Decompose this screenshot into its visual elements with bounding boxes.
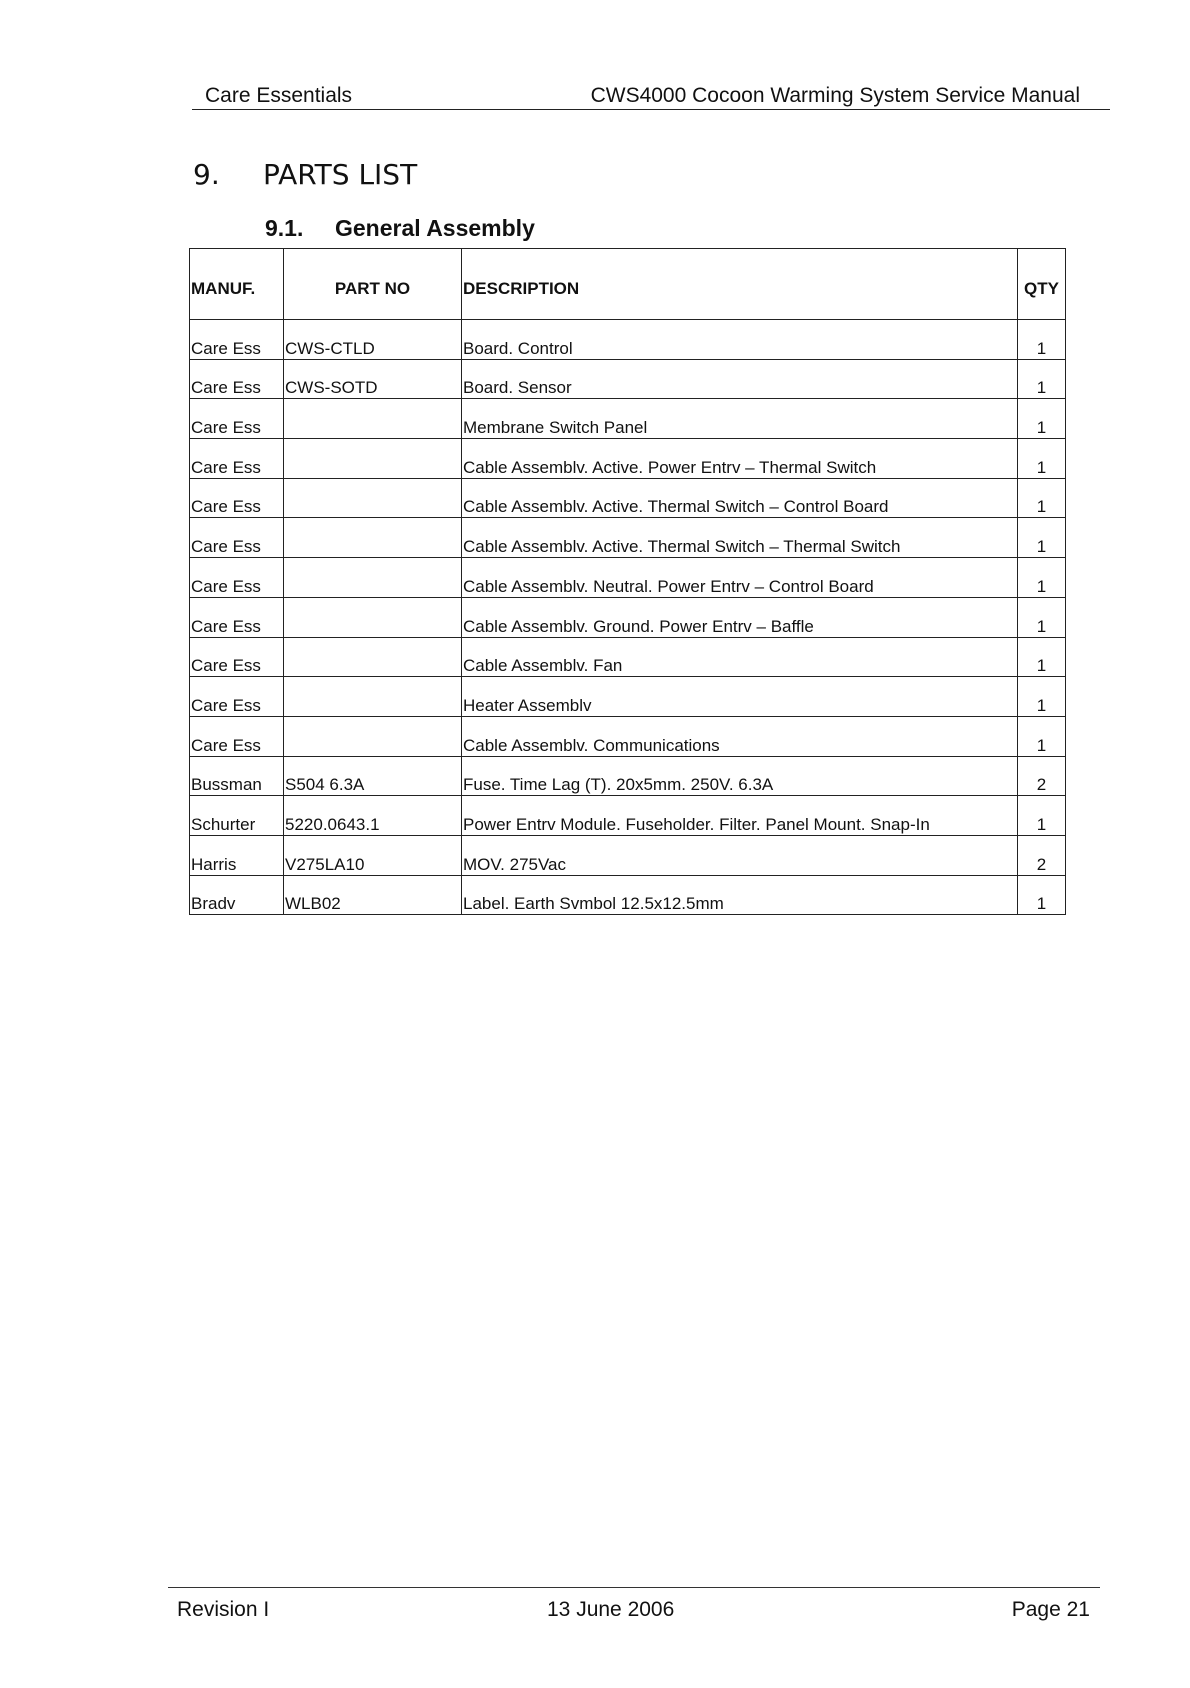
cell-description: Heater Assemblv [462, 677, 1018, 717]
cell-qty: 1 [1018, 677, 1066, 717]
table-row [190, 359, 1066, 399]
cell-part-no [284, 677, 462, 717]
cell-manuf: Care Ess [190, 597, 284, 637]
cell-part-no: CWS-SOTD [284, 359, 462, 399]
cell-part-no [284, 478, 462, 518]
cell-manuf: Care Ess [190, 439, 284, 479]
cell-part-no [284, 597, 462, 637]
cell-manuf: Care Ess [190, 518, 284, 558]
cell-manuf: Care Ess [190, 320, 284, 360]
cell-manuf: Care Ess [190, 399, 284, 439]
cell-description: Label. Earth Svmbol 12.5x12.5mm [462, 875, 1018, 915]
cell-description: Board. Control [462, 320, 1018, 360]
cell-qty: 1 [1018, 518, 1066, 558]
table-row [190, 716, 1066, 756]
table-row [190, 637, 1066, 677]
parts-table-body [190, 320, 1066, 915]
cell-description: Cable Assemblv. Active. Thermal Switch – Control Board [462, 478, 1018, 518]
cell-description: MOV. 275Vac [462, 835, 1018, 875]
column-header-part-no: PART NO [284, 249, 462, 320]
table-row [190, 677, 1066, 717]
cell-description: Cable Assemblv. Ground. Power Entrv – Baffle [462, 597, 1018, 637]
cell-part-no: CWS-CTLD [284, 320, 462, 360]
cell-description: Board. Sensor [462, 359, 1018, 399]
header-right-title: CWS4000 Cocoon Warming System Service Manual [590, 84, 1080, 107]
cell-description: Power Entrv Module. Fuseholder. Filter. Panel Mount. Snap-In [462, 796, 1018, 836]
footer-revision: Revision I [177, 1598, 270, 1621]
table-row [190, 756, 1066, 796]
column-header-description: DESCRIPTION [462, 249, 1018, 320]
cell-qty: 1 [1018, 875, 1066, 915]
cell-description: Membrane Switch Panel [462, 399, 1018, 439]
subsection-heading [265, 215, 535, 242]
cell-part-no [284, 439, 462, 479]
table-header-row [190, 249, 1066, 320]
footer-rule [168, 1587, 1100, 1588]
cell-part-no: V275LA10 [284, 835, 462, 875]
cell-manuf: Bussman [190, 756, 284, 796]
cell-qty: 1 [1018, 637, 1066, 677]
cell-qty: 1 [1018, 320, 1066, 360]
parts-table [189, 248, 1066, 915]
table-row [190, 439, 1066, 479]
cell-manuf: Schurter [190, 796, 284, 836]
footer-page-number: Page 21 [1011, 1598, 1090, 1621]
header-rule [192, 109, 1110, 110]
cell-manuf: Care Ess [190, 558, 284, 598]
table-row [190, 875, 1066, 915]
cell-manuf: Care Ess [190, 359, 284, 399]
cell-qty: 2 [1018, 756, 1066, 796]
cell-qty: 1 [1018, 478, 1066, 518]
table-row [190, 558, 1066, 598]
cell-description: Cable Assemblv. Active. Thermal Switch – Thermal Switch [462, 518, 1018, 558]
cell-qty: 1 [1018, 716, 1066, 756]
table-row [190, 597, 1066, 637]
cell-manuf: Care Ess [190, 716, 284, 756]
subsection-title: General Assembly [335, 215, 535, 241]
cell-qty: 1 [1018, 439, 1066, 479]
cell-description: Cable Assemblv. Neutral. Power Entrv – Control Board [462, 558, 1018, 598]
cell-qty: 1 [1018, 359, 1066, 399]
cell-part-no [284, 518, 462, 558]
cell-part-no: WLB02 [284, 875, 462, 915]
footer-date: 13 June 2006 [547, 1598, 675, 1621]
table-row [190, 518, 1066, 558]
cell-description: Cable Assemblv. Communications [462, 716, 1018, 756]
section-number: 9. [193, 158, 220, 191]
table-row [190, 399, 1066, 439]
cell-part-no [284, 399, 462, 439]
section-title: PARTS LIST [263, 158, 418, 191]
table-row [190, 796, 1066, 836]
cell-manuf: Care Ess [190, 637, 284, 677]
cell-description: Fuse. Time Lag (T). 20x5mm. 250V. 6.3A [462, 756, 1018, 796]
cell-part-no: S504 6.3A [284, 756, 462, 796]
cell-manuf: Harris [190, 835, 284, 875]
cell-qty: 2 [1018, 835, 1066, 875]
column-header-manuf: MANUF. [190, 249, 284, 320]
cell-qty: 1 [1018, 796, 1066, 836]
header-left-title: Care Essentials [205, 84, 353, 107]
cell-manuf: Bradv [190, 875, 284, 915]
cell-description: Cable Assemblv. Active. Power Entrv – Thermal Switch [462, 439, 1018, 479]
column-header-qty: QTY [1018, 249, 1066, 320]
cell-part-no [284, 716, 462, 756]
table-row [190, 835, 1066, 875]
cell-description: Cable Assemblv. Fan [462, 637, 1018, 677]
cell-manuf: Care Ess [190, 478, 284, 518]
subsection-number: 9.1. [265, 215, 304, 241]
cell-part-no: 5220.0643.1 [284, 796, 462, 836]
section-heading [193, 158, 417, 191]
cell-qty: 1 [1018, 597, 1066, 637]
cell-part-no [284, 637, 462, 677]
table-row [190, 478, 1066, 518]
cell-qty: 1 [1018, 399, 1066, 439]
cell-manuf: Care Ess [190, 677, 284, 717]
cell-part-no [284, 558, 462, 598]
table-row [190, 320, 1066, 360]
cell-qty: 1 [1018, 558, 1066, 598]
